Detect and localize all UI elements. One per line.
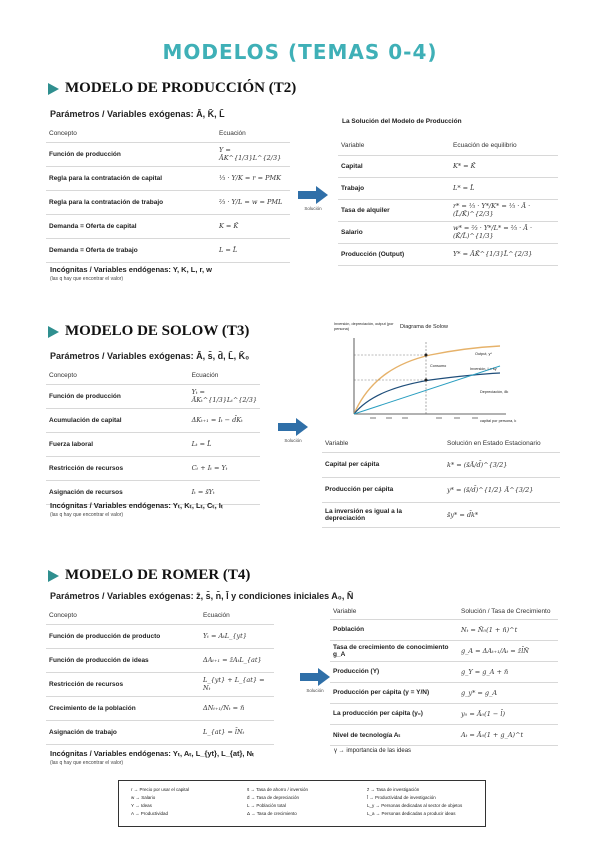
table-row-eq: ΔKₜ₊₁ = Iₜ − d̄Kₜ (189, 408, 260, 432)
curve-investment-label: Inversión, I = s̄y (470, 367, 497, 371)
col-variable: Variable (338, 137, 450, 155)
col-concepto: Concepto (46, 126, 216, 142)
curve-output-label: Output, y* (475, 352, 492, 356)
triangle-bullet-icon (48, 570, 59, 582)
col-ecuacion: Ecuación (200, 608, 274, 624)
arrow-label: Solución (306, 688, 324, 693)
arrow-label: Solución (284, 438, 302, 443)
col-variable: Variable (322, 436, 444, 452)
table-produccion (46, 126, 290, 263)
table-row-label: Salario (338, 221, 450, 243)
legend-item: L_a → Personas dedicadas a producir ideas (367, 811, 456, 816)
arrow-right-icon (300, 668, 330, 686)
legend-item: d̄ → Tasa de depreciación (247, 795, 299, 800)
table-row-eq: Nₜ = N̄₀(1 + n̄)^t (458, 619, 558, 640)
table-row-label: Regla para la contratación de capital (46, 166, 216, 190)
table-solow (46, 368, 260, 505)
legend-item: r → Precio por usar el capital (131, 787, 190, 792)
table-produccion-solucion (338, 137, 558, 266)
unknowns-solow: Incógnitas / Variables endógenas: Yₜ, Kₜ, Lₜ, Cₜ, Iₜ (50, 501, 224, 510)
arrow-label: Solución (304, 206, 322, 211)
table-row-label: Crecimiento de la población (46, 696, 200, 720)
col-ecuacion: Solución / Tasa de Crecimiento (458, 604, 558, 619)
table-row-label: Producción (Output) (338, 243, 450, 265)
legend-item: z̄ → Tasa de investigación (367, 787, 420, 792)
table-row-label: Restricción de recursos (46, 672, 200, 696)
legend-item: A → Productividad (131, 811, 169, 816)
solution-title: La Solución del Modelo de Producción (342, 118, 462, 125)
table-row-label: Tasa de alquiler (338, 199, 450, 221)
unknowns-sub: (las q hay que encontrar el valor) (50, 760, 124, 766)
table-row-label: Acumulación de capital (46, 408, 189, 432)
table-row-eq: g_Y = g_A + n̄ (458, 661, 558, 682)
legend-col-2 (247, 786, 308, 818)
diagram-y-label: Inversión, depreciación, output (por persona) (334, 322, 394, 331)
heading-text: MODELO DE PRODUCCIÓN (T2) (65, 80, 297, 96)
unknowns-sub: (las q hay que encontrar el valor) (50, 512, 124, 518)
triangle-bullet-icon (48, 83, 59, 95)
table-row-eq: K = K̄ (216, 214, 290, 238)
table-row-eq: Yₜ = AₜL_{yt} (200, 624, 274, 648)
arrow-right-icon (298, 186, 328, 204)
table-row-eq: L_{at} = l̄Nₜ (200, 720, 274, 744)
unknowns-produccion: Incógnitas / Variables endógenas: Y, K, L, r, w (50, 265, 212, 274)
table-row-label: Regla para la contratación de trabajo (46, 190, 216, 214)
romer-note: γ → importancia de las ideas (334, 748, 412, 754)
table-row-label: Población (330, 619, 458, 640)
section-heading-romer (48, 567, 250, 584)
table-row-label: La inversión es igual a la depreciación (322, 502, 444, 527)
table-row-eq: ΔNₜ₊₁/Nₜ = n̄ (200, 696, 274, 720)
col-ecuacion: Ecuación de equilibrio (450, 137, 558, 155)
heading-text: MODELO DE SOLOW (T3) (65, 323, 250, 339)
unknowns-sub: (las q hay que encontrar el valor) (50, 276, 124, 282)
section-heading-solow (48, 323, 249, 340)
table-row-label: Demanda = Oferta de capital (46, 214, 216, 238)
col-ecuacion: Solución en Estado Estacionario (444, 436, 560, 452)
table-row-label: Asignación de trabajo (46, 720, 200, 744)
table-row-label: Producción (Y) (330, 661, 458, 682)
heading-text: MODELO DE ROMER (T4) (65, 567, 251, 583)
solow-diagram (330, 322, 520, 426)
consumption-label: Consumo (430, 364, 447, 368)
table-row-eq: Aₜ = Ā₀(1 + g_A)^t (458, 724, 558, 745)
table-row-eq: ⅓ · Y/K = r = PMK (216, 166, 290, 190)
diagram-plot (330, 322, 520, 426)
table-row-eq: y* = (s̄/d̄)^{1/2} Ā^{3/2} (444, 477, 560, 502)
params-romer: Parámetros / Variables exógenas: z̄, s̄, n̄, l̄ y condiciones iniciales A₀, N̄ (50, 591, 354, 601)
table-row-eq: Lₜ = L̄ (189, 432, 260, 456)
table-row-label: Fuerza laboral (46, 432, 189, 456)
table-row-label: Restricción de recursos (46, 456, 189, 480)
table-row-eq: L* = L̄ (450, 177, 558, 199)
legend-item: L_y → Personas dedicadas al sector de objetos (367, 803, 463, 808)
table-row-label: Función de producción de ideas (46, 648, 200, 672)
table-row-eq: ΔAₜ₊₁ = z̄AₜL_{at} (200, 648, 274, 672)
table-row-label: Función de producción (46, 142, 216, 166)
params-produccion: Parámetros / Variables exógenas: Ā, K̄, L̄ (50, 109, 225, 119)
legend-item: l̄ → Productividad de investigación (367, 795, 436, 800)
table-row-eq: L = L̄ (216, 238, 290, 262)
triangle-bullet-icon (48, 326, 59, 338)
legend-item: Y → Ideas (131, 803, 152, 808)
table-solow-solucion (322, 436, 560, 528)
table-row-eq: ⅔ · Y/L = w = PML (216, 190, 290, 214)
legend-item: L → Población total (247, 803, 286, 808)
section-heading-produccion (48, 80, 296, 97)
col-concepto: Concepto (46, 608, 200, 624)
table-row-label: Producción per cápita (y = Y/N) (330, 682, 458, 703)
col-variable: Variable (330, 604, 458, 619)
table-row-eq: y₀ = Ā₀(1 − l̄) (458, 703, 558, 724)
table-row-eq: s̄y* = d̄k* (444, 502, 560, 527)
table-row-eq: Y* = ĀK̄^{1/3}L̄^{2/3} (450, 243, 558, 265)
table-row-label: Capital (338, 155, 450, 177)
table-row-eq: g_y* = g_A (458, 682, 558, 703)
diagram-title: Diagrama de Solow (400, 324, 448, 330)
table-row-eq: k* = (s̄Ā/d̄)^{3/2} (444, 452, 560, 477)
table-row-label: Nivel de tecnología Aₜ (330, 724, 458, 745)
table-row-label: Producción per cápita (322, 477, 444, 502)
legend-box (118, 780, 486, 827)
table-row-label: Trabajo (338, 177, 450, 199)
unknowns-romer: Incógnitas / Variables endógenas: Yₜ, Aₜ, L_{yt}, L_{at}, Nₜ (50, 749, 255, 758)
table-row-eq: L_{yt} + L_{at} = Nₜ (200, 672, 274, 696)
table-row-eq: r* = ⅓ · Y*/K* = ⅓ · Ā · (L̄/K̄)^{2/3} (450, 199, 558, 221)
legend-item: Δ → Tasa de crecimiento (247, 811, 297, 816)
table-romer (46, 608, 274, 745)
diagram-x-label: capital por persona, k (480, 419, 517, 423)
table-row-label: Asignación de recursos (46, 480, 189, 504)
table-row-eq: K* = K̄ (450, 155, 558, 177)
col-ecuacion: Ecuación (189, 368, 260, 384)
table-row-label: Función de producción de producto (46, 624, 200, 648)
legend-col-3 (367, 786, 462, 818)
table-row-eq: g_A = ΔAₜ₊₁/Aₜ = z̄l̄N̄ (458, 640, 558, 661)
params-solow: Parámetros / Variables exógenas: Ā, s̄, d̄, L̄, K̄₀ (50, 351, 250, 361)
table-row-label: Función de producción (46, 384, 189, 408)
table-row-label: Tasa de crecimiento de conocimiento g_A (330, 640, 458, 661)
table-row-label: Capital per cápita (322, 452, 444, 477)
table-row-eq: Cₜ + Iₜ = Yₜ (189, 456, 260, 480)
arrow-right-icon (278, 418, 308, 436)
table-row-eq: Yₜ = ĀKₜ^{1/3}Lₜ^{2/3} (189, 384, 260, 408)
table-row-label: La producción per cápita (y₀) (330, 703, 458, 724)
legend-col-1 (131, 786, 189, 818)
table-romer-solucion (330, 604, 558, 746)
legend-item: w → Salario (131, 795, 156, 800)
curve-depreciation-label: Depreciación, d̄k (480, 390, 509, 394)
page-title: MODELOS (TEMAS 0-4) (162, 40, 438, 64)
table-row-label: Demanda = Oferta de trabajo (46, 238, 216, 262)
table-row-eq: Y = ĀK^{1/3}L^{2/3} (216, 142, 290, 166)
col-concepto: Concepto (46, 368, 189, 384)
table-row-eq: w* = ⅔ · Y*/L* = ⅔ · Ā · (K̄/L̄)^{1/3} (450, 221, 558, 243)
table-row-eq: Iₜ = s̄Yₜ (189, 480, 260, 504)
legend-item: s̄ → Tasa de ahorro / inversión (247, 787, 308, 792)
col-ecuacion: Ecuación (216, 126, 290, 142)
